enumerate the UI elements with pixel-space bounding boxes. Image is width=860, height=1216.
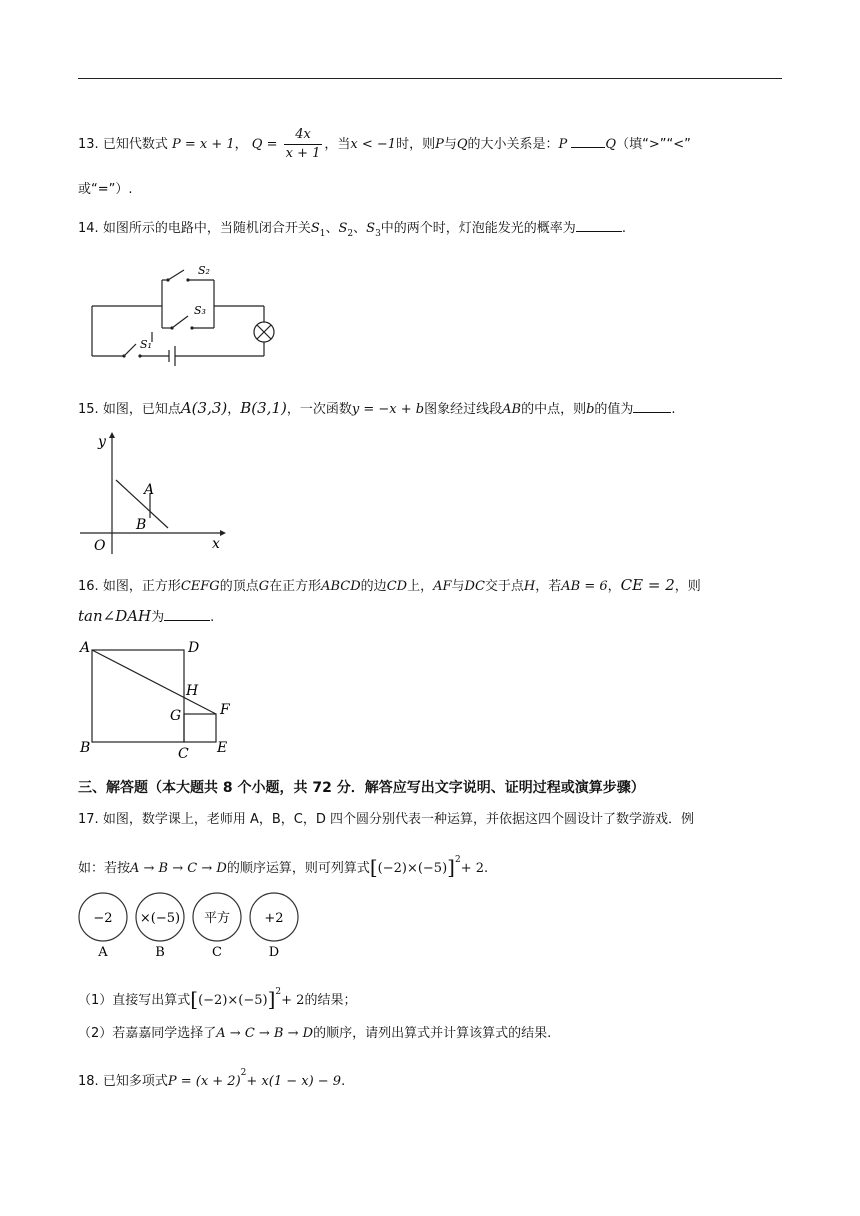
q15-text: 图象经过线段 <box>424 402 503 417</box>
header-rule <box>78 78 782 79</box>
switch-s1: S <box>310 221 320 236</box>
question-17 <box>78 810 694 830</box>
question-number: 14. <box>78 221 99 236</box>
vertex-g: G <box>258 579 270 594</box>
exponent: 2 <box>275 987 282 997</box>
circle-a-label: A <box>98 945 108 960</box>
period: . <box>484 861 489 876</box>
expression-inner: (−2)×(−5) <box>377 861 448 876</box>
q13-text: 的大小关系是： <box>467 137 559 152</box>
separator: 、 <box>353 221 367 236</box>
circle-a-operation: −2 <box>93 911 113 926</box>
question-number: 16. <box>78 579 99 594</box>
label-o: O <box>94 538 106 554</box>
operation-circles <box>76 892 316 962</box>
var-q: Q <box>456 137 468 152</box>
label-e: E <box>217 740 228 756</box>
x-axis-arrow <box>220 530 226 536</box>
plus-two: + 2 <box>460 861 484 876</box>
expr-p: P = x + 1 <box>171 137 235 152</box>
question-number: 15. <box>78 402 99 417</box>
q15-text: 的值为 <box>594 402 634 417</box>
bracket-close: ] <box>447 855 455 879</box>
switch-s3: S <box>366 221 376 236</box>
label-d: D <box>188 640 200 656</box>
question-16 <box>78 575 701 597</box>
point-h: H <box>523 579 536 594</box>
question-17-part2 <box>78 1024 551 1044</box>
question-number: 17. <box>78 812 99 827</box>
question-number: 18. <box>78 1074 99 1089</box>
question-14 <box>78 219 626 244</box>
sequence-acbd: A → C → B → D <box>216 1026 314 1041</box>
coordinate-figure <box>80 430 240 555</box>
segment-ab: AB <box>502 402 522 417</box>
question-17-line2 <box>78 850 488 879</box>
polynomial-part2: + x(1 − x) − 9 <box>246 1074 342 1089</box>
bracket-open: [ <box>190 987 199 1011</box>
switch-s2: S <box>338 221 348 236</box>
tan-dah: tan∠DAH <box>78 607 152 625</box>
q16-text: 在正方形 <box>269 579 322 594</box>
answer-blank[interactable] <box>164 608 210 621</box>
linear-function: y = −x + b <box>351 402 425 417</box>
square-figure <box>76 636 246 761</box>
q18-text: 已知多项式 <box>102 1074 168 1089</box>
period: . <box>621 221 626 236</box>
exponent: 2 <box>454 855 461 865</box>
q13-text: ”“ <box>659 137 674 152</box>
q17-text: 如：若按 <box>78 861 131 876</box>
q13-text: ，当 <box>324 137 351 152</box>
period: . <box>671 402 676 417</box>
q16-text: 交于点 <box>484 579 524 594</box>
q16-text: ，则 <box>674 579 701 594</box>
q17-text: （1）直接写出算式 <box>78 993 191 1008</box>
segment-dc: DC <box>464 579 485 594</box>
label-s3: S₃ <box>194 304 206 317</box>
circuit-diagram <box>84 262 294 372</box>
q17-text: 的顺序运算，则可列算式 <box>226 861 370 876</box>
label-x: x <box>212 536 220 552</box>
var-p: P <box>558 137 568 152</box>
period: . <box>210 610 215 625</box>
expression-inner: (−2)×(−5) <box>198 993 268 1008</box>
circle-d-operation: +2 <box>264 911 284 926</box>
q13-text: （填“ <box>616 137 649 152</box>
fraction-numerator: 4x <box>284 126 323 145</box>
separator: 、 <box>325 221 339 236</box>
subscript: 3 <box>375 229 381 239</box>
sequence-abcd: A → B → C → D <box>130 861 227 876</box>
square-cefg: CEFG <box>180 579 220 594</box>
condition: x < −1 <box>350 137 397 152</box>
q16-text: 上， <box>407 579 434 594</box>
label-y: y <box>98 434 106 450</box>
separator: ， <box>607 579 621 594</box>
q16-text: ，若 <box>535 579 562 594</box>
q17-text: （2）若嘉嘉同学选择了 <box>78 1026 217 1041</box>
q17-text: 的结果； <box>304 993 357 1008</box>
given-ce: CE = 2 <box>620 576 675 594</box>
label-s2: S₂ <box>198 264 210 277</box>
polynomial-part1: P = (x + 2) <box>167 1074 241 1089</box>
q16-text: 与 <box>451 579 465 594</box>
q13-text: 时，则 <box>396 137 436 152</box>
q16-text: 的边 <box>360 579 387 594</box>
question-number: 13. <box>78 137 99 152</box>
question-13: 13. 已知代数式 P = x + 1， Q = $\frac{4x}{x + 1}$ ，当x < −1时，则P与Q的大小关系是：P Q（填“>”“<” <box>78 127 691 161</box>
point-a: A(3,3) <box>180 399 228 417</box>
symbol-gt: > <box>648 137 660 152</box>
y-axis-arrow <box>109 432 115 438</box>
label-h: H <box>186 683 199 699</box>
section-heading: 三、解答题（本大题共 8 个小题，共 72 分．解答应写出文字说明、证明过程或演算步骤） <box>78 780 645 796</box>
q17-text: 如图，数学课上，老师用 A，B，C，D 四个圆分别代表一种运算，并依据这四个圆设计了数学游戏．例 <box>102 812 694 827</box>
label-b: B <box>136 517 147 533</box>
exponent: 2 <box>240 1068 247 1078</box>
label-f: F <box>220 702 230 718</box>
label-a: A <box>144 482 155 498</box>
q13-text: ” <box>684 137 691 152</box>
q15-text: 如图，已知点 <box>102 402 181 417</box>
var-b: b <box>586 402 595 417</box>
circle-c-operation: 平方 <box>203 911 231 926</box>
q17-text: 的顺序，请列出算式并计算该算式的结果. <box>313 1026 552 1041</box>
var-p: P <box>435 137 444 152</box>
square-abcd: ABCD <box>321 579 361 594</box>
separator: ， <box>227 402 241 417</box>
side-cd: CD <box>386 579 408 594</box>
fraction-denominator: x + 1 <box>285 146 321 161</box>
q16-text: 为 <box>151 610 165 625</box>
question-13-line2: 或“=”）. <box>78 182 133 197</box>
answer-blank[interactable] <box>576 219 622 232</box>
question-17-part1 <box>78 982 356 1011</box>
expr-q-lhs: Q = <box>251 137 278 152</box>
fraction-q <box>284 126 323 163</box>
q14-text: 中的两个时，灯泡能发光的概率为 <box>380 221 576 236</box>
subscript: 2 <box>347 229 354 239</box>
question-15 <box>78 398 676 420</box>
label-s1: S₁ <box>140 338 152 351</box>
circle-d-label: D <box>268 945 280 960</box>
bracket-close: ] <box>267 987 276 1011</box>
bracket-open: [ <box>369 855 378 879</box>
q16-text: 的顶点 <box>219 579 259 594</box>
q16-text: 如图，正方形 <box>102 579 181 594</box>
q13-text: 与 <box>443 137 457 152</box>
q15-text: ，一次函数 <box>286 402 352 417</box>
question-16-line2 <box>78 606 214 628</box>
symbol-lt: < <box>673 137 685 152</box>
plus-two: + 2 <box>281 993 305 1008</box>
segment-af: AF <box>433 579 452 594</box>
period: . <box>341 1074 346 1089</box>
subscript: 1 <box>319 229 326 239</box>
label-b: B <box>80 740 91 756</box>
circle-b-operation: ×(−5) <box>139 911 181 926</box>
answer-blank[interactable] <box>571 135 605 148</box>
label-a: A <box>80 640 91 656</box>
answer-blank[interactable] <box>633 400 671 413</box>
q14-text: 如图所示的电路中，当随机闭合开关 <box>102 221 311 236</box>
point-b: B(3,1) <box>240 399 287 417</box>
q15-text: 的中点，则 <box>521 402 587 417</box>
given-ab: AB = 6 <box>561 579 608 594</box>
circle-c-label: C <box>212 945 222 960</box>
question-18 <box>78 1063 345 1092</box>
q13-text: 已知代数式 <box>102 137 168 152</box>
label-c: C <box>178 746 189 761</box>
var-q: Q <box>605 137 617 152</box>
circle-b-label: B <box>155 945 165 960</box>
label-g: G <box>170 708 182 724</box>
